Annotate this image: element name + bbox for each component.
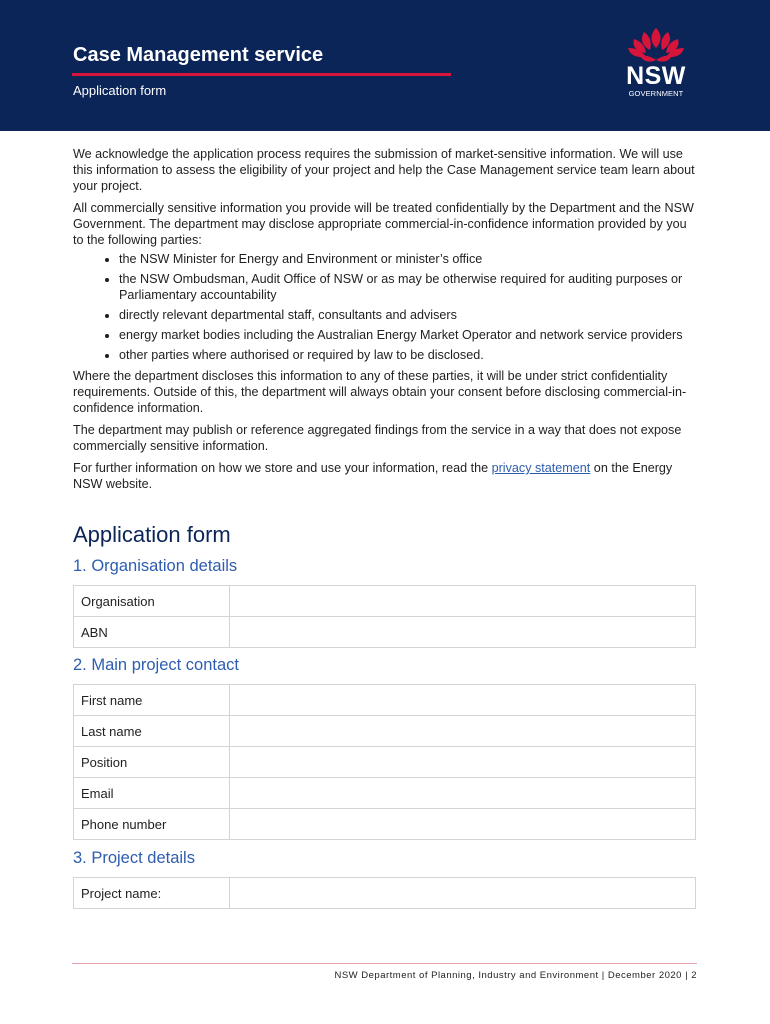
section-heading-contact: 2. Main project contact — [73, 656, 239, 674]
logo-subtext: GOVERNMENT — [628, 89, 684, 98]
intro-paragraph: All commercially sensitive information you provide will be treated confidentially by the Department and the NSW Government. The department may disclose appropriate commercial-in-confidence information provided by you to the following parties: — [73, 201, 694, 247]
logo-wordmark: NSW — [626, 62, 686, 90]
field-label: ABN — [74, 617, 230, 648]
section-heading-project: 3. Project details — [73, 849, 195, 867]
table-row — [74, 685, 696, 716]
disclosure-list — [73, 251, 698, 363]
intro-paragraph: Where the department discloses this information to any of these parties, it will be under strict confidentiality requirements. Outside of this, the department will always obtain your consent before disclosing commercial-in-confidence information. — [73, 369, 687, 415]
position-input[interactable] — [230, 747, 696, 778]
organisation-table — [73, 585, 696, 648]
first-name-input[interactable] — [230, 685, 696, 716]
document-title: Case Management service — [73, 44, 324, 66]
organisation-input[interactable] — [230, 586, 696, 617]
field-label: Phone number — [74, 809, 230, 840]
field-label: Organisation — [74, 586, 230, 617]
table-row — [74, 809, 696, 840]
footer-divider — [72, 963, 697, 964]
section-heading-organisation: 1. Organisation details — [73, 557, 238, 575]
form-title: Application form — [73, 522, 231, 547]
intro-paragraph: We acknowledge the application process requires the submission of market-sensitive information. We will use this information to assess the eligibility of your project and help the Case Management service team learn about your project. — [73, 147, 695, 193]
table-row — [74, 617, 696, 648]
list-item: • the NSW Minister for Energy and Environment or minister’s office — [119, 251, 698, 267]
email-input[interactable] — [230, 778, 696, 809]
table-row — [74, 747, 696, 778]
field-label: Position — [74, 747, 230, 778]
header-banner — [0, 0, 770, 131]
table-row — [74, 778, 696, 809]
link-suffix: on the Energy NSW website. — [73, 461, 673, 491]
link-prefix: For further information on how we store and use your information, read the — [73, 461, 492, 475]
field-label: First name — [74, 685, 230, 716]
last-name-input[interactable] — [230, 716, 696, 747]
intro-paragraph — [73, 460, 698, 492]
table-row — [74, 716, 696, 747]
list-item: • the NSW Ombudsman, Audit Office of NSW or as may be otherwise required for auditing purposes or Parliamentary accountability — [119, 271, 698, 303]
project-name-input[interactable] — [230, 878, 696, 909]
project-table — [73, 877, 696, 909]
phone-number-input[interactable] — [230, 809, 696, 840]
title-underline — [72, 73, 451, 76]
page-footer: NSW Department of Planning, Industry and Environment | December 2020 | 2 — [334, 970, 697, 981]
field-label: Project name: — [74, 878, 230, 909]
list-item: • directly relevant departmental staff, consultants and advisers — [119, 307, 698, 323]
table-row — [74, 586, 696, 617]
field-label: Email — [74, 778, 230, 809]
contact-table — [73, 684, 696, 840]
list-item: • energy market bodies including the Australian Energy Market Operator and network service providers — [119, 327, 698, 343]
intro-paragraph: The department may publish or reference aggregated findings from the service in a way that does not expose commercially sensitive information. — [73, 423, 682, 453]
intro-text — [73, 146, 698, 498]
nsw-government-logo — [618, 26, 694, 100]
table-row — [74, 878, 696, 909]
abn-input[interactable] — [230, 617, 696, 648]
document-subtitle: Application form — [73, 83, 167, 98]
field-label: Last name — [74, 716, 230, 747]
privacy-statement-link[interactable]: privacy statement — [491, 461, 591, 475]
waratah-icon — [618, 26, 694, 66]
list-item: • other parties where authorised or required by law to be disclosed. — [119, 347, 698, 363]
